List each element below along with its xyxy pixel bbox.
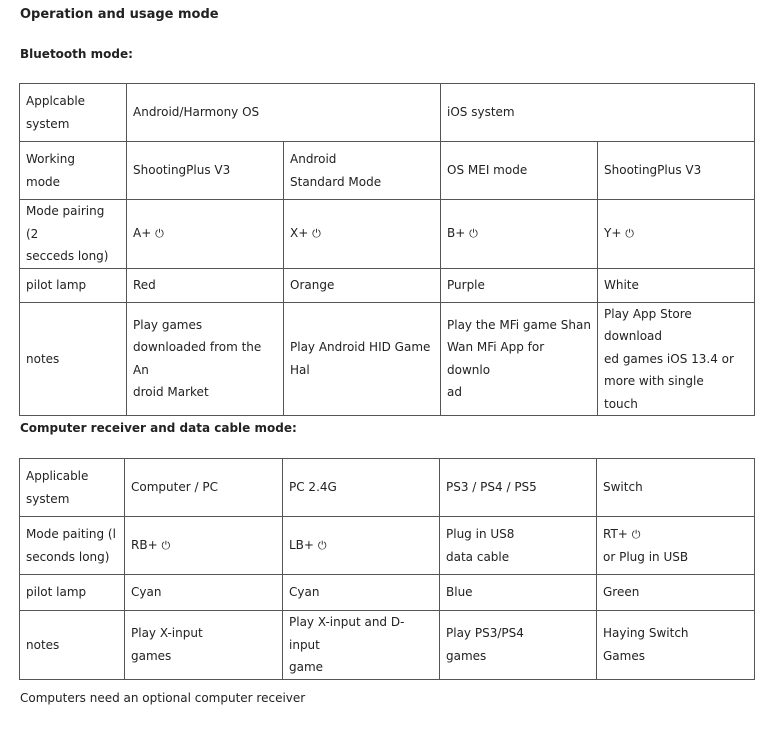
table-row (20, 611, 755, 680)
pairing-alt: or Plug in USB (603, 550, 689, 564)
row-label: notes (20, 302, 127, 416)
table-cell: Play X-input and D-input game (283, 611, 440, 680)
table-cell: Android Standard Mode (284, 142, 441, 200)
table-cell (125, 517, 283, 575)
table-cell: Red (127, 268, 284, 302)
row-label: Applicable system (20, 459, 125, 517)
table-cell: Blue (440, 575, 597, 611)
table-row (20, 517, 755, 575)
pairing-key: LB+ (289, 537, 314, 552)
table-cell: Play X-input games (125, 611, 283, 680)
table-cell: White (598, 268, 755, 302)
table-cell: PS3 / PS4 / PS5 (440, 459, 597, 517)
footer-note: Computers need an optional computer receiver (20, 691, 306, 705)
table-cell: Orange (284, 268, 441, 302)
bluetooth-heading: Bluetooth mode: (20, 47, 133, 61)
pairing-key: Y+ (604, 226, 622, 240)
system-android: Android/Harmony OS (127, 84, 441, 142)
table-cell (283, 517, 440, 575)
pairing-key: X+ (290, 226, 309, 240)
table-cell: Play App Store download ed games iOS 13.4 or more with single touch (598, 302, 755, 416)
table-row (20, 200, 755, 269)
table-cell: ShootingPlus V3 (598, 142, 755, 200)
table-cell: Switch (597, 459, 755, 517)
table-cell: Haying Switch Games (597, 611, 755, 680)
pairing-key: RT+ (603, 526, 628, 541)
power-icon: ⏻ (625, 227, 634, 240)
power-icon: ⏻ (317, 538, 327, 552)
table-cell: OS MEI mode (441, 142, 598, 200)
power-icon: ⏻ (312, 227, 321, 240)
page-title: Operation and usage mode (20, 7, 219, 22)
table-row (20, 459, 755, 517)
table-cell: Cyan (125, 575, 283, 611)
table-row (20, 84, 755, 142)
table-cell (598, 200, 755, 269)
table-cell (127, 200, 284, 269)
table-cell: Cyan (283, 575, 440, 611)
table-row (20, 268, 755, 302)
row-label: Mode pairing (2 secceds long) (20, 200, 127, 269)
table-cell: Play the MFi game Shan Wan MFi App for downlo ad (441, 302, 598, 416)
power-icon: ⏻ (469, 227, 478, 240)
table-cell: Green (597, 575, 755, 611)
row-label: Working mode (20, 142, 127, 200)
table-cell (597, 517, 755, 575)
bluetooth-table (19, 83, 755, 416)
table-cell: Computer / PC (125, 459, 283, 517)
table-row (20, 575, 755, 611)
table-row (20, 142, 755, 200)
computer-table (19, 458, 755, 680)
row-label: Mode paiting (l seconds long) (20, 517, 125, 575)
system-ios: iOS system (441, 84, 755, 142)
pairing-key: A+ (133, 226, 152, 240)
computer-heading: Computer receiver and data cable mode: (20, 421, 297, 435)
table-row (20, 302, 755, 416)
power-icon: ⏻ (161, 538, 171, 552)
power-icon: ⏻ (631, 527, 641, 541)
table-cell: Play games downloaded from the An droid Market (127, 302, 284, 416)
row-label: Applcable system (20, 84, 127, 142)
table-cell (284, 200, 441, 269)
pairing-key: RB+ (131, 537, 158, 552)
row-label: pilot lamp (20, 268, 127, 302)
table-cell: PC 2.4G (283, 459, 440, 517)
table-cell: Plug in US8 data cable (440, 517, 597, 575)
table-cell: Play PS3/PS4 games (440, 611, 597, 680)
row-label: pilot lamp (20, 575, 125, 611)
table-cell: Play Android HID Game Hal (284, 302, 441, 416)
pairing-key: B+ (447, 226, 466, 240)
table-cell: Purple (441, 268, 598, 302)
power-icon: ⏻ (155, 227, 164, 240)
row-label: notes (20, 611, 125, 680)
table-cell (441, 200, 598, 269)
table-cell: ShootingPlus V3 (127, 142, 284, 200)
